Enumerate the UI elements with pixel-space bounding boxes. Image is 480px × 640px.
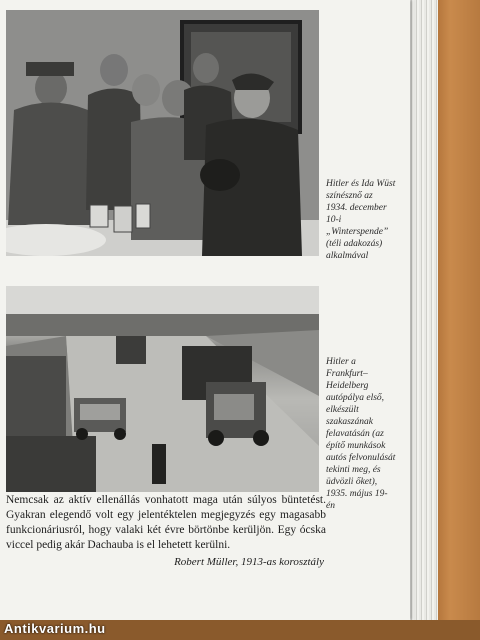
caption-photo-bottom: Hitler a Frankfurt–Heidelberg autópálya első, elkészült szakaszának felavatásán (az építő munkások autós felvonulását tekinti meg, és üdvözli őket), 1935. május 19-én bbox=[326, 357, 396, 511]
quote-attribution: Robert Müller, 1913-as korosztály bbox=[174, 556, 324, 568]
photo-autobahn-parade bbox=[6, 286, 319, 492]
photo-hitler-ida-wust bbox=[6, 10, 319, 256]
caption-photo-top: Hitler és Ida Wüst színésznő az 1934. december 10-i „Winterspende” (téli adakozás) alkalmával bbox=[326, 179, 396, 261]
body-paragraph: Nemcsak az aktív ellenállás vonhatott maga után súlyos büntetést. Gyakran elegendő volt egy jelentéktelen megjegyzés egy magasabb funkcionáriusról, hogy valaki két évre börtönbe kerüljön. Egy ócska viccel pedig akár Dachauba is el lehetett kerülni. bbox=[6, 494, 326, 551]
site-watermark: Antikvarium.hu bbox=[4, 621, 106, 636]
